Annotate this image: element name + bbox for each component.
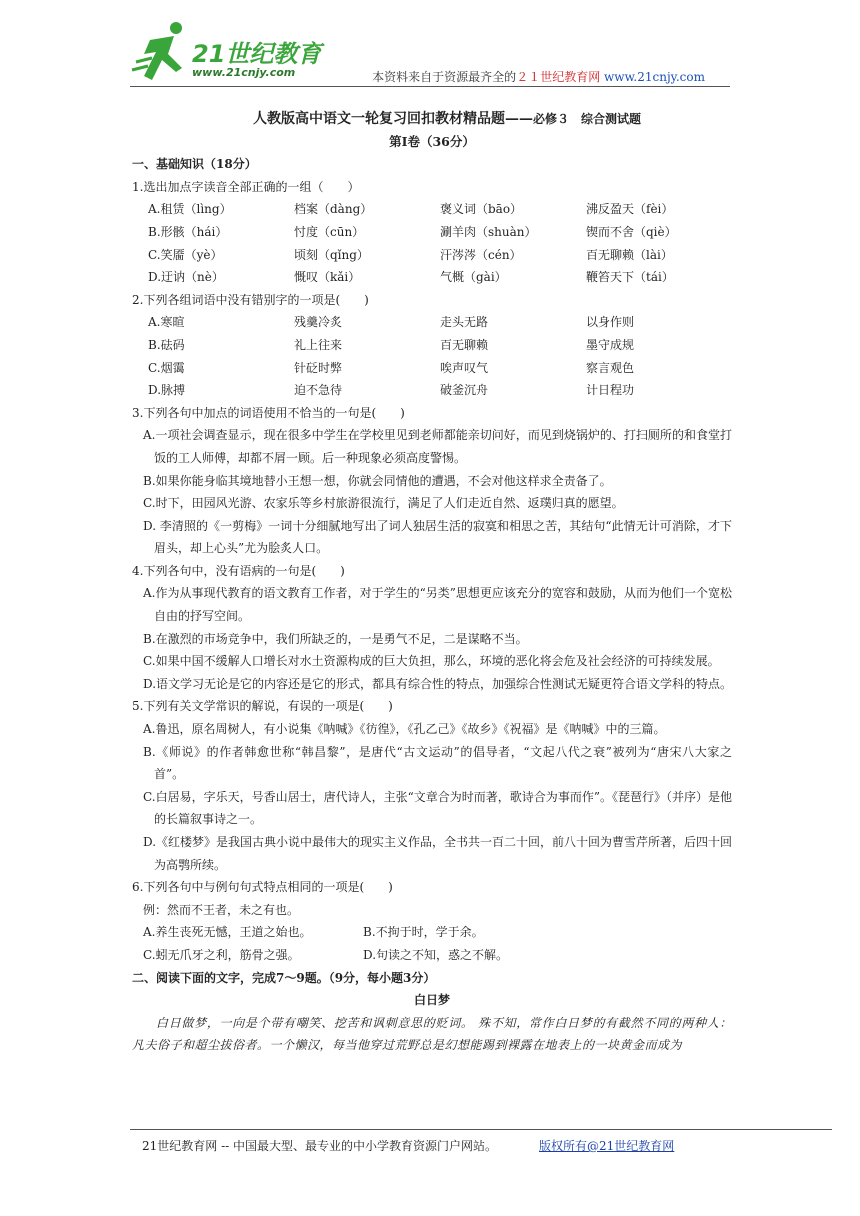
page-title: 人教版高中语文一轮复习回扣教材精品题——必修３ 综合测试题 bbox=[252, 111, 641, 127]
q5-option-d: D.《红楼梦》是我国古典小说中最伟大的现实主义作品，全书共一百二十回，前八十回为曹雪芹所著，后四十回为高鹗所续。 bbox=[143, 835, 733, 872]
question-4-stem: 4.下列各句中，没有语病的一句是( ) bbox=[132, 563, 345, 578]
q5-option-a: A.鲁迅，原名周树人，有小说集《呐喊》《彷徨》，《孔乙己》《故乡》《祝福》是《呐喊》中的三篇。 bbox=[143, 722, 666, 737]
source-prefix: 本资料来自于资源最齐全的 bbox=[372, 70, 517, 84]
passage-paragraph: 白日做梦，一向是个带有嘲笑、挖苦和讽刺意思的贬词。 殊不知，常作白日梦的有截然不同的两种人：凡夫俗子和超尘拔俗者。一个懒汉，每当他穿过荒野总是幻想能踢到裸露在地表上的一块黄金而成为 bbox=[132, 1015, 732, 1053]
source-line bbox=[372, 68, 705, 85]
question-2-stem: 2.下列各组词语中没有错别字的一项是( ) bbox=[132, 292, 369, 307]
q2-option-b: B.砝码 礼上往来 百无聊赖 墨守成规 bbox=[148, 337, 635, 352]
logo-url: www.21cnjy.com bbox=[192, 66, 296, 79]
title-volume: 必修３ 综合测试题 bbox=[532, 112, 641, 126]
section-heading-1: 一、基础知识（18分） bbox=[132, 157, 257, 172]
q3-option-b: B.如果你能身临其境地替小王想一想，你就会同情他的遭遇，不会对他这样求全责备了。 bbox=[143, 473, 612, 488]
q1-option-c: C.笑靥（yè） 顷刻（qǐng） 汗涔涔（cén） 百无聊赖（lài） bbox=[148, 247, 673, 262]
question-5-stem: 5.下列有关文学常识的解说，有误的一项是( ) bbox=[132, 699, 393, 714]
q4-option-a: A.作为从事现代教育的语文教育工作者，对于学生的“另类”思想更应该充分的宽容和鼓励，从而为他们一个宽松自由的抒写空间。 bbox=[143, 586, 732, 624]
source-url-link[interactable]: www.21cnjy.com bbox=[604, 70, 705, 84]
question-1-stem: 1.选出加点字读音全部正确的一组（ ） bbox=[132, 179, 360, 194]
footer-text: 21世纪教育网 -- 中国最大型、最专业的中小学教育资源门户网站。 bbox=[142, 1139, 498, 1153]
q5-option-b: B.《师说》的作者韩愈世称“韩昌黎”，是唐代“古文运动”的倡导者，“文起八代之衰”被列为“唐宋八大家之首”。 bbox=[143, 744, 732, 782]
section-heading-2: 二、阅读下面的文字，完成7～9题。（9分，每小题3分） bbox=[132, 970, 436, 985]
page-header bbox=[130, 18, 730, 90]
passage-title: 白日梦 bbox=[413, 993, 450, 1008]
source-site-link[interactable]: ２１世纪教育网 bbox=[516, 70, 601, 84]
q6-options-ab: A.养生丧死无憾，王道之始也。 B.不拘于时，学于余。 bbox=[143, 925, 484, 940]
q4-option-b: B.在激烈的市场竞争中，我们所缺乏的，一是勇气不足，二是谋略不当。 bbox=[143, 631, 528, 646]
runner-logo-icon bbox=[130, 18, 200, 88]
q2-option-c: C.烟霭 针砭时弊 唉声叹气 察言观色 bbox=[148, 360, 635, 375]
q2-option-a: A.寒暄 残羹冷炙 走头无路 以身作则 bbox=[148, 315, 635, 330]
q1-option-b: B.形骸（hái） 忖度（cūn） 涮羊肉（shuàn） 锲而不舍（qiè） bbox=[148, 224, 677, 239]
question-3-stem: 3.下列各句中加点的词语使用不恰当的一句是( ) bbox=[132, 405, 405, 420]
logo-text: 21世纪教育 bbox=[192, 40, 322, 68]
question-6-stem: 6.下列各句中与例句句式特点相同的一项是( ) bbox=[132, 880, 393, 895]
paper-subtitle: 第Ⅰ卷（36分） bbox=[389, 133, 475, 149]
q3-option-a: A.一项社会调查显示，现在很多中学生在学校里见到老师都能亲切问好，而见到烧锅炉的、打扫厕所的和食堂打饭的工人师傅，却都不屑一顾。后一种现象必须高度警惕。 bbox=[143, 428, 732, 465]
q4-option-c: C.如果中国不缓解人口增长对水土资源构成的巨大负担，那么，环境的恶化将会危及社会经济的可持续发展。 bbox=[143, 654, 720, 669]
q4-option-d: D.语文学习无论是它的内容还是它的形式，都具有综合性的特点，加强综合性测试无疑更符合语文学科的特点。 bbox=[143, 676, 733, 691]
header-divider bbox=[130, 86, 730, 87]
copyright-link[interactable]: 版权所有@21世纪教育网 bbox=[539, 1139, 675, 1153]
q2-option-d: D.脉搏 迫不急待 破釜沉舟 计日程功 bbox=[148, 383, 635, 398]
footer-divider bbox=[130, 1129, 832, 1130]
q5-option-c: C.白居易，字乐天，号香山居士，唐代诗人，主张“文章合为时而著，歌诗合为事而作”。《琵琶行》（并序）是他的长篇叙事诗之一。 bbox=[143, 789, 732, 827]
q6-options-cd: C.蚓无爪牙之利，筋骨之强。 D.句读之不知，惑之不解。 bbox=[143, 947, 509, 962]
q6-example: 例：然而不王者，未之有也。 bbox=[143, 902, 300, 917]
q1-option-a: A.租赁（lìng） 档案（dàng） 褒义词（bāo） 沸反盈天（fèi） bbox=[148, 202, 674, 217]
q3-option-d: D. 李清照的《一剪梅》一词十分细腻地写出了词人独居生活的寂寞和相思之苦，其结句“此情无计可消除，才下眉头，却上心头”尤为脍炙人口。 bbox=[143, 518, 732, 556]
page-footer bbox=[142, 1137, 674, 1154]
document-body bbox=[132, 108, 732, 1057]
q1-option-d: D.迂讷（nè） 慨叹（kǎi） 气概（gài） 鞭笞天下（tái） bbox=[148, 270, 674, 285]
q3-option-c: C.时下，田园风光游、农家乐等乡村旅游很流行，满足了人们走近自然、返璞归真的愿望。 bbox=[143, 496, 624, 511]
site-logo[interactable] bbox=[130, 18, 340, 88]
